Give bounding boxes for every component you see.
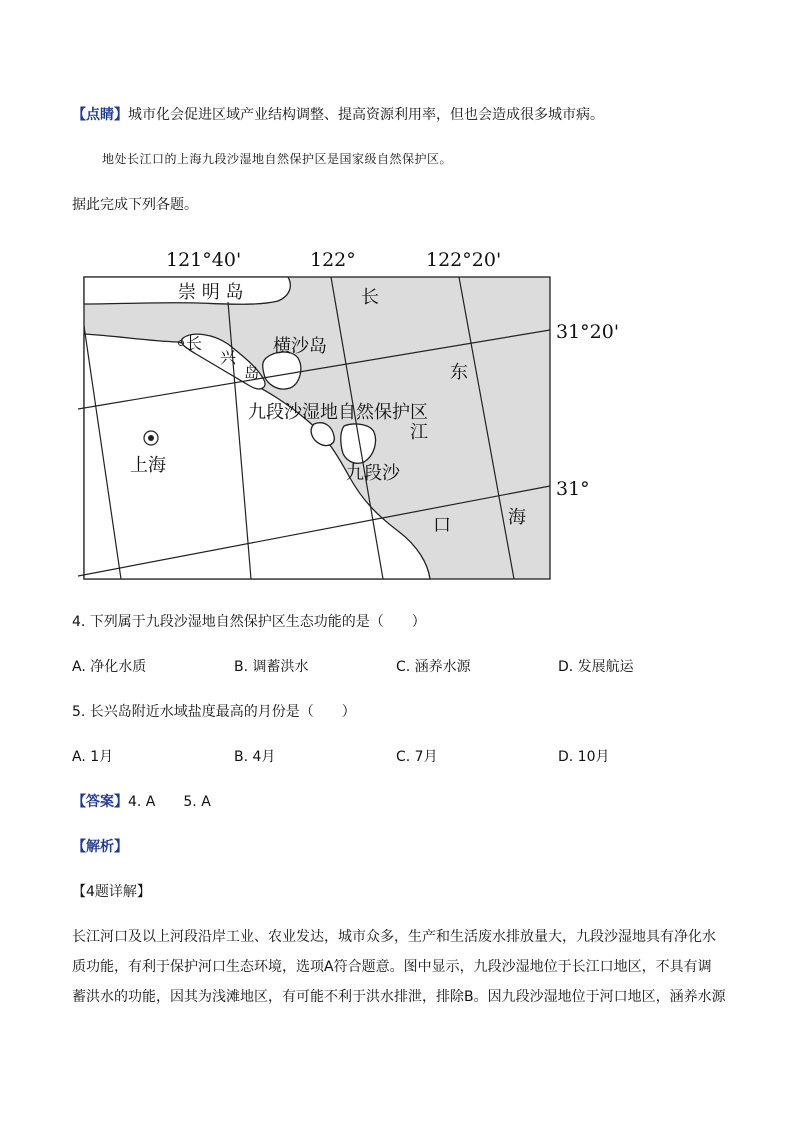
label-river-kou: 口 [433,515,451,536]
analysis-tag: 【解析】 [72,839,128,855]
answer-line [72,791,211,811]
jiuduansha-shoal-east [341,424,376,463]
lat-label-31-20: 31°20' [556,321,620,343]
label-chongming: 崇 明 岛 [178,282,244,303]
q5-option-c: C. 7月 [396,749,438,765]
lon-label-122-20: 122°20' [426,249,502,271]
detail-line-2: 质功能，有利于保护河口生态环境，选项A符合题意。图中显示，九段沙湿地位于长江口地区，不具有调 [72,959,712,975]
q5-option-d: D. 10月 [558,749,610,765]
lat-label-31: 31° [556,478,590,500]
label-river-jiang: 江 [410,422,428,443]
material-text: 地处长江口的上海九段沙湿地自然保护区是国家级自然保护区。 [102,152,453,166]
detail-line-3: 蓄洪水的功能，因其为浅滩地区，有可能不利于洪水排泄，排除B。因九段沙湿地位于河口地区，涵养水源 [72,989,726,1005]
label-river-chang: 长 [361,287,379,308]
label-sea-hai: 海 [508,507,526,528]
lon-label-122: 122° [310,249,356,271]
q4-option-a: A. 净化水质 [72,659,147,675]
q5-option-a: A. 1月 [72,749,114,765]
lon-label-121-40: 121°40' [166,249,242,271]
label-changxing-1: 长 [186,334,203,353]
tip-text: 城市化会促进区域产业结构调整、提高资源利用率，但也会造成很多城市病。 [128,107,604,123]
q5-stem: 5. 长兴岛附近水域盐度最高的月份是（ ） [72,704,356,720]
label-jiuduansha: 九段沙 [346,463,400,484]
tip-line [72,104,604,124]
q4-option-d: D. 发展航运 [558,659,634,675]
instruction-text: 据此完成下列各题。 [72,197,198,213]
answer-text: 4. A 5. A [128,794,211,810]
detail-line-1: 长江河口及以上河段沿岸工业、农业发达，城市众多，生产和生活废水排放量大，九段沙湿地具有净化水 [72,929,716,945]
label-shanghai: 上海 [130,455,166,476]
detail-tag: 【4题详解】 [72,884,151,900]
jiuduansha-map [78,246,638,586]
answer-tag: 【答案】 [72,794,128,810]
q4-option-c: C. 涵养水源 [396,659,471,675]
label-changxing-2: 兴 [220,348,237,367]
label-changxing-3: 岛 [244,364,260,382]
q4-option-b: B. 调蓄洪水 [234,659,309,675]
tip-tag: 【点睛】 [72,107,128,123]
q4-stem: 4. 下列属于九段沙湿地自然保护区生态功能的是（ ） [72,614,426,630]
shanghai-city-inner [148,435,154,441]
q5-option-b: B. 4月 [234,749,276,765]
label-sea-dong: 东 [450,362,468,383]
label-hengsha: 横沙岛 [273,336,327,357]
label-reserve: 九段沙湿地自然保护区 [248,402,428,423]
